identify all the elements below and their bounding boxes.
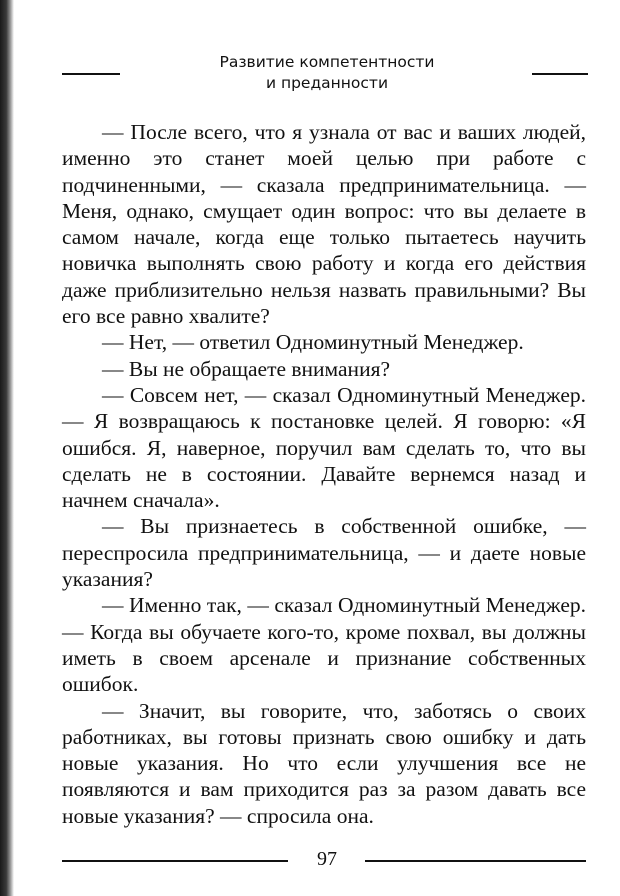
header-rule-right — [532, 73, 588, 75]
paragraph: — Совсем нет, — сказал Одноминутный Менеджер. — Я возвращаюсь к постановке целей. Я говорю: «Я ошибся. Я, наверное, поручил вам сделать то, что вы сделать не в состоянии. Давайте вернемся назад и начнем сначала». — [62, 382, 586, 513]
page-header — [62, 52, 590, 104]
footer-rule-left — [62, 860, 288, 862]
book-spine-edge — [0, 0, 14, 896]
running-head — [192, 52, 462, 94]
paragraph: — Именно так, — сказал Одноминутный Менеджер. — Когда вы обучаете кого-то, кроме похвал, вы должны иметь в своем арсенале и признание собственных ошибок. — [62, 593, 586, 697]
paragraph: — Вы не обращаете внимания? — [102, 356, 391, 381]
body-text — [62, 119, 586, 829]
paragraph: — После всего, что я узнала от вас и ваших людей, именно это станет моей целью при работе с подчиненными, — сказала предпринимательница. — Меня, однако, смущает один вопрос: что вы делаете в самом начале, когда еще только пытаетесь научить новичка выполнять свою работу и когда его действия даже приблизительно нельзя назвать правильными? Вы его все равно хвалите? — [62, 120, 586, 329]
page-footer — [62, 846, 586, 874]
page-number: 97 — [317, 848, 337, 870]
running-head-line-1: Развитие компетентности — [219, 53, 435, 71]
footer-rule-right — [365, 860, 586, 862]
paragraph: — Значит, вы говорите, что, заботясь о своих работниках, вы готовы признать свою ошибку и дать новые указания. Но что если улучшения все не появляются и вам приходится раз за разом давать все новые указания? — спросила она. — [62, 698, 586, 828]
running-head-line-2: и преданности — [265, 74, 389, 92]
paragraph: — Нет, — ответил Одноминутный Менеджер. — [102, 330, 524, 355]
header-rule-left — [62, 73, 120, 75]
paragraph: — Вы признаетесь в собственной ошибке, — переспросила предпринимательница, — и даете новые указания? — [62, 514, 586, 592]
